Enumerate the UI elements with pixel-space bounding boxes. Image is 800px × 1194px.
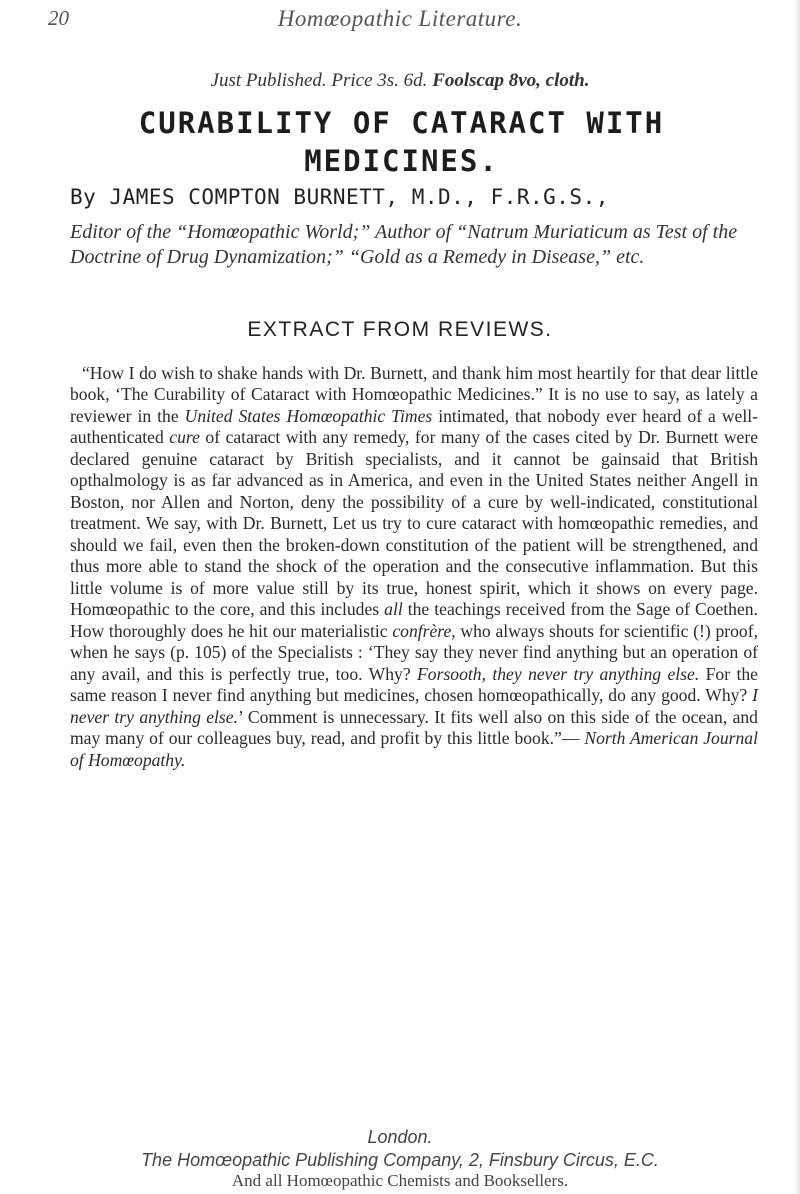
page-number: 20 xyxy=(48,6,69,30)
imprint-publisher: The Homœopathic Publishing Company, 2, Finsbury Circus, E.C. xyxy=(141,1150,659,1170)
imprint-sellers: And all Homœopathic Chemists and Booksellers. xyxy=(231,1171,569,1190)
review-text-2: intimated, that nobody ever heard of a well-authenticated xyxy=(70,405,758,448)
review-source: North American Journal of Homœopathy. xyxy=(70,728,758,770)
author-line: By JAMES COMPTON BURNETT, M.D., F.R.G.S., xyxy=(70,185,609,209)
book-format: Foolscap 8vo, cloth. xyxy=(432,70,590,91)
review-text-5: , who always shouts for scientific (!) proof, when he says (p. 105) of the Specialists : ‘They say they never find anything but an operation of any avail, and this is perfectly true, too. Why? xyxy=(70,620,758,684)
author-description: Editor of the “Homœopathic World;” Author of “Natrum Muriaticum as Test of the Doctrine of Drug Dynamization;” “Gold as a Remedy in Disease,” etc. xyxy=(70,221,738,268)
review-text-7: ’ Comment is unnecessary. It fits well also on this side of the ocean, and may many of our colleagues buy, read, and profit by this little book.”— xyxy=(70,706,758,749)
review-text-1: “How I do wish to shake hands with Dr. Burnett, and thank him most heartily for that dear little book, ‘The Curability of Cataract with Homœopathic Medicines.” It is no use to say, as lately a reviewer in the xyxy=(70,362,758,426)
page-edge-shadow xyxy=(794,0,800,1194)
running-head xyxy=(0,4,800,44)
review-paragraph xyxy=(70,363,758,772)
review-confrere: confrère xyxy=(392,620,452,641)
price: Price 3s. 6d. xyxy=(331,70,428,91)
review-text-4: the teachings received from the Sage of Coethen. How thoroughly does he hit our materialistic xyxy=(70,599,758,641)
reviews-heading: EXTRACT FROM REVIEWS. xyxy=(247,318,553,341)
book-title xyxy=(44,104,759,180)
review-all-word: all xyxy=(384,599,403,620)
review-text-6: For the same reason I never find anything but medicines, chosen homœopathically, do any good. Why? xyxy=(70,663,758,706)
imprint-city: London. xyxy=(367,1127,433,1147)
publication-status: Just Published. xyxy=(210,70,327,91)
book-title-line-1: CURABILITY OF CATARACT WITH xyxy=(138,106,665,140)
review-journal-name: United States Homœopathic Times xyxy=(184,405,433,426)
review-cure-word: cure xyxy=(169,427,200,448)
running-title: Homœopathic Literature. xyxy=(277,6,523,31)
review-quote-1: Forsooth, they never try anything else. xyxy=(417,663,700,684)
publication-line xyxy=(0,70,800,92)
review-text-3: of cataract with any remedy, for many of the cases cited by Dr. Burnett were declared genuine cataract by British specialists, and it cannot be gainsaid that British opthalmology is as far advanced as in America, and even in the United States neither Angell in Boston, nor Allen and Norton, deny the possibility of a cure by well-indicated, constitutional treatment. We say, with Dr. Burnett, Let us try to cure cataract with homœopathic remedies, and should we fail, even then the broken-down constitution of the patient will be strengthened, and thus more able to stand the shock of the operation and the consecutive inflammation. But this little volume is of more value still by its true, honest spirit, which it shows on every page. Homœopathic to the core, and this includes xyxy=(70,427,759,620)
book-title-line-2: MEDICINES. xyxy=(304,144,499,178)
review-quote-2: I never try anything else. xyxy=(70,685,758,727)
